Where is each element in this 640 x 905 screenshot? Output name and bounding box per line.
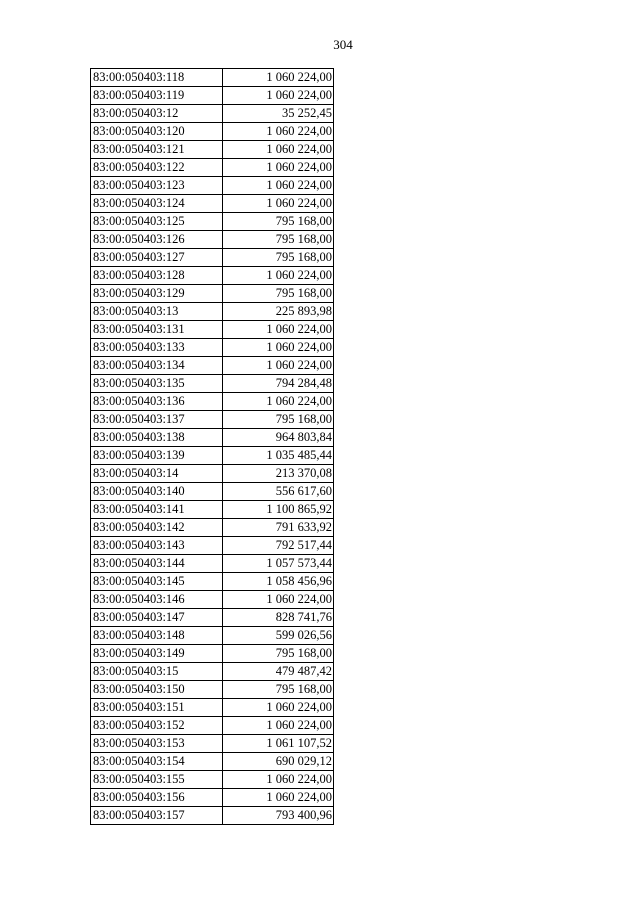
cadastral-number-cell: 83:00:050403:144 bbox=[91, 555, 223, 573]
table-row bbox=[91, 285, 334, 303]
cadastral-number-cell: 83:00:050403:148 bbox=[91, 627, 223, 645]
cadastral-number-cell: 83:00:050403:138 bbox=[91, 429, 223, 447]
cadastral-value-cell: 1 060 224,00 bbox=[223, 177, 334, 195]
cadastral-number-cell: 83:00:050403:137 bbox=[91, 411, 223, 429]
cadastral-value-table bbox=[90, 68, 334, 825]
cadastral-value-cell: 1 060 224,00 bbox=[223, 267, 334, 285]
table-row bbox=[91, 573, 334, 591]
cadastral-value-cell: 1 035 485,44 bbox=[223, 447, 334, 465]
cadastral-number-cell: 83:00:050403:146 bbox=[91, 591, 223, 609]
cadastral-number-cell: 83:00:050403:12 bbox=[91, 105, 223, 123]
table-row bbox=[91, 267, 334, 285]
table-row bbox=[91, 249, 334, 267]
cadastral-number-cell: 83:00:050403:140 bbox=[91, 483, 223, 501]
table-row bbox=[91, 105, 334, 123]
cadastral-value-cell: 1 060 224,00 bbox=[223, 159, 334, 177]
cadastral-number-cell: 83:00:050403:155 bbox=[91, 771, 223, 789]
table-row bbox=[91, 663, 334, 681]
cadastral-number-cell: 83:00:050403:157 bbox=[91, 807, 223, 825]
cadastral-number-cell: 83:00:050403:128 bbox=[91, 267, 223, 285]
cadastral-value-cell: 795 168,00 bbox=[223, 213, 334, 231]
cadastral-value-cell: 1 060 224,00 bbox=[223, 591, 334, 609]
table-row bbox=[91, 465, 334, 483]
cadastral-number-cell: 83:00:050403:14 bbox=[91, 465, 223, 483]
cadastral-number-cell: 83:00:050403:13 bbox=[91, 303, 223, 321]
cadastral-value-cell: 690 029,12 bbox=[223, 753, 334, 771]
table-row bbox=[91, 501, 334, 519]
cadastral-number-cell: 83:00:050403:121 bbox=[91, 141, 223, 159]
cadastral-number-cell: 83:00:050403:136 bbox=[91, 393, 223, 411]
cadastral-value-cell: 795 168,00 bbox=[223, 681, 334, 699]
table-row bbox=[91, 87, 334, 105]
cadastral-value-cell: 1 060 224,00 bbox=[223, 321, 334, 339]
cadastral-number-cell: 83:00:050403:142 bbox=[91, 519, 223, 537]
table-row bbox=[91, 699, 334, 717]
cadastral-value-cell: 791 633,92 bbox=[223, 519, 334, 537]
cadastral-value-cell: 795 168,00 bbox=[223, 231, 334, 249]
cadastral-value-cell: 1 057 573,44 bbox=[223, 555, 334, 573]
cadastral-number-cell: 83:00:050403:129 bbox=[91, 285, 223, 303]
cadastral-value-cell: 1 058 456,96 bbox=[223, 573, 334, 591]
table-row bbox=[91, 195, 334, 213]
cadastral-number-cell: 83:00:050403:127 bbox=[91, 249, 223, 267]
table-row bbox=[91, 591, 334, 609]
table-row bbox=[91, 717, 334, 735]
cadastral-value-cell: 1 060 224,00 bbox=[223, 87, 334, 105]
cadastral-number-cell: 83:00:050403:145 bbox=[91, 573, 223, 591]
cadastral-value-cell: 1 060 224,00 bbox=[223, 717, 334, 735]
cadastral-value-cell: 479 487,42 bbox=[223, 663, 334, 681]
table-row bbox=[91, 645, 334, 663]
cadastral-value-cell: 1 061 107,52 bbox=[223, 735, 334, 753]
table-row bbox=[91, 339, 334, 357]
table-row bbox=[91, 375, 334, 393]
cadastral-value-cell: 213 370,08 bbox=[223, 465, 334, 483]
cadastral-number-cell: 83:00:050403:143 bbox=[91, 537, 223, 555]
table-row bbox=[91, 159, 334, 177]
cadastral-value-cell: 794 284,48 bbox=[223, 375, 334, 393]
table-row bbox=[91, 735, 334, 753]
cadastral-value-cell: 1 060 224,00 bbox=[223, 699, 334, 717]
table-row bbox=[91, 177, 334, 195]
cadastral-value-cell: 793 400,96 bbox=[223, 807, 334, 825]
table-row bbox=[91, 429, 334, 447]
cadastral-number-cell: 83:00:050403:150 bbox=[91, 681, 223, 699]
table-row bbox=[91, 609, 334, 627]
cadastral-number-cell: 83:00:050403:124 bbox=[91, 195, 223, 213]
table-row bbox=[91, 141, 334, 159]
cadastral-number-cell: 83:00:050403:15 bbox=[91, 663, 223, 681]
cadastral-number-cell: 83:00:050403:133 bbox=[91, 339, 223, 357]
cadastral-value-cell: 792 517,44 bbox=[223, 537, 334, 555]
cadastral-value-cell: 795 168,00 bbox=[223, 249, 334, 267]
cadastral-value-cell: 795 168,00 bbox=[223, 645, 334, 663]
cadastral-number-cell: 83:00:050403:139 bbox=[91, 447, 223, 465]
cadastral-value-cell: 1 060 224,00 bbox=[223, 195, 334, 213]
cadastral-number-cell: 83:00:050403:141 bbox=[91, 501, 223, 519]
cadastral-value-cell: 1 060 224,00 bbox=[223, 141, 334, 159]
table-row bbox=[91, 69, 334, 87]
cadastral-value-cell: 1 060 224,00 bbox=[223, 123, 334, 141]
cadastral-value-cell: 1 060 224,00 bbox=[223, 357, 334, 375]
table-row bbox=[91, 393, 334, 411]
table-row bbox=[91, 519, 334, 537]
cadastral-number-cell: 83:00:050403:119 bbox=[91, 87, 223, 105]
cadastral-number-cell: 83:00:050403:118 bbox=[91, 69, 223, 87]
cadastral-value-cell: 1 100 865,92 bbox=[223, 501, 334, 519]
cadastral-value-cell: 1 060 224,00 bbox=[223, 789, 334, 807]
cadastral-number-cell: 83:00:050403:131 bbox=[91, 321, 223, 339]
cadastral-value-cell: 964 803,84 bbox=[223, 429, 334, 447]
cadastral-value-cell: 795 168,00 bbox=[223, 285, 334, 303]
table-row bbox=[91, 357, 334, 375]
table-row bbox=[91, 771, 334, 789]
cadastral-value-cell: 556 617,60 bbox=[223, 483, 334, 501]
cadastral-value-cell: 35 252,45 bbox=[223, 105, 334, 123]
cadastral-value-cell: 795 168,00 bbox=[223, 411, 334, 429]
cadastral-number-cell: 83:00:050403:153 bbox=[91, 735, 223, 753]
table-body bbox=[91, 69, 334, 825]
cadastral-number-cell: 83:00:050403:156 bbox=[91, 789, 223, 807]
cadastral-value-cell: 599 026,56 bbox=[223, 627, 334, 645]
cadastral-value-cell: 1 060 224,00 bbox=[223, 69, 334, 87]
cadastral-number-cell: 83:00:050403:122 bbox=[91, 159, 223, 177]
cadastral-number-cell: 83:00:050403:152 bbox=[91, 717, 223, 735]
cadastral-number-cell: 83:00:050403:149 bbox=[91, 645, 223, 663]
cadastral-value-cell: 225 893,98 bbox=[223, 303, 334, 321]
table-row bbox=[91, 537, 334, 555]
cadastral-value-cell: 1 060 224,00 bbox=[223, 339, 334, 357]
table-row bbox=[91, 123, 334, 141]
cadastral-value-cell: 1 060 224,00 bbox=[223, 393, 334, 411]
table-row bbox=[91, 681, 334, 699]
table-row bbox=[91, 321, 334, 339]
table-row bbox=[91, 447, 334, 465]
cadastral-value-cell: 828 741,76 bbox=[223, 609, 334, 627]
cadastral-number-cell: 83:00:050403:125 bbox=[91, 213, 223, 231]
table-row bbox=[91, 483, 334, 501]
table-row bbox=[91, 303, 334, 321]
cadastral-number-cell: 83:00:050403:135 bbox=[91, 375, 223, 393]
cadastral-number-cell: 83:00:050403:120 bbox=[91, 123, 223, 141]
cadastral-number-cell: 83:00:050403:134 bbox=[91, 357, 223, 375]
table-row bbox=[91, 627, 334, 645]
table-row bbox=[91, 789, 334, 807]
table-row bbox=[91, 231, 334, 249]
cadastral-number-cell: 83:00:050403:123 bbox=[91, 177, 223, 195]
cadastral-number-cell: 83:00:050403:126 bbox=[91, 231, 223, 249]
table-row bbox=[91, 555, 334, 573]
table-row bbox=[91, 411, 334, 429]
cadastral-number-cell: 83:00:050403:147 bbox=[91, 609, 223, 627]
cadastral-value-cell: 1 060 224,00 bbox=[223, 771, 334, 789]
cadastral-number-cell: 83:00:050403:151 bbox=[91, 699, 223, 717]
page-number: 304 bbox=[333, 37, 353, 52]
table-row bbox=[91, 213, 334, 231]
table-row bbox=[91, 753, 334, 771]
table-row bbox=[91, 807, 334, 825]
cadastral-number-cell: 83:00:050403:154 bbox=[91, 753, 223, 771]
